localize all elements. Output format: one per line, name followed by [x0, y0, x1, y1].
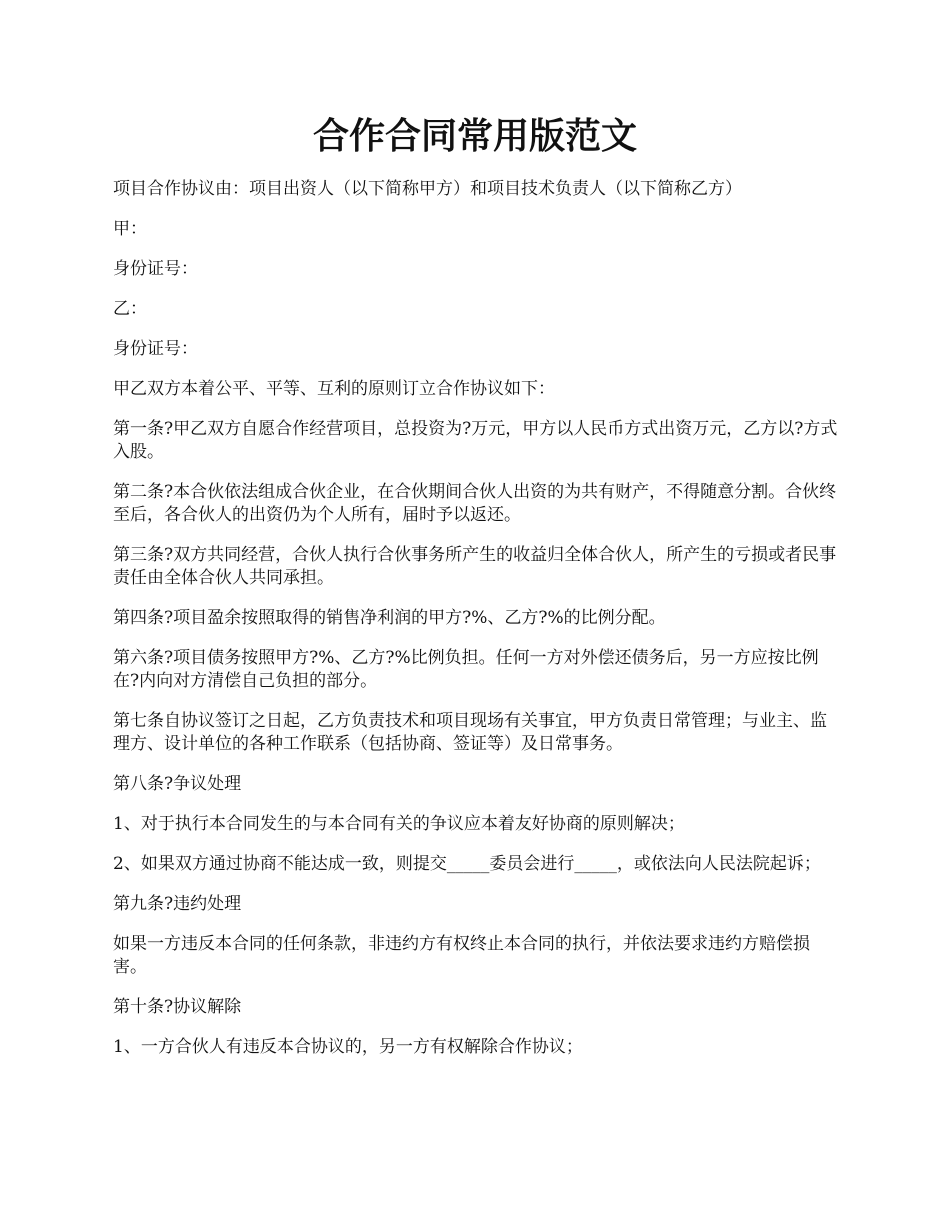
paragraph-article-1: 第一条?甲乙双方自愿合作经营项目，总投资为?万元，甲方以人民币方式出资万元，乙方以?方式入股。 — [113, 419, 838, 462]
paragraph-article-10-heading: 第十条?协议解除 — [113, 997, 242, 1017]
paragraph-article-3: 第三条?双方共同经营，合伙人执行合伙事务所产生的收益归全体合伙人，所产生的亏损或者民事责任由全体合伙人共同承担。 — [113, 545, 837, 588]
paragraph-party-b-id: 身份证号： — [113, 339, 198, 359]
paragraph-article-2: 第二条?本合伙依法组成合伙企业，在合伙期间合伙人出资的为共有财产，不得随意分割。合伙终至后，各合伙人的出资仍为个人所有，届时予以返还。 — [113, 482, 837, 525]
paragraph-article-7: 第七条自协议签订之日起，乙方负责技术和项目现场有关事宜，甲方负责日常管理；与业主、监理方、设计单位的各种工作联系（包括协商、签证等）及日常事务。 — [113, 711, 827, 754]
paragraph-party-b: 乙： — [113, 299, 147, 319]
paragraph-article-4: 第四条?项目盈余按照取得的销售净利润的甲方?%、乙方?%的比例分配。 — [113, 608, 666, 628]
paragraph-article-8-item-2: 2、如果双方通过协商不能达成一致，则提交_____委员会进行_____，或依法向人民法院起诉； — [113, 854, 821, 874]
paragraph-article-9-heading: 第九条?违约处理 — [113, 894, 242, 914]
document-body — [113, 178, 841, 1076]
paragraph-article-8-heading: 第八条?争议处理 — [113, 774, 242, 794]
paragraph-party-a: 甲： — [113, 219, 147, 239]
paragraph-principle: 甲乙双方本着公平、平等、互利的原则订立合作协议如下： — [113, 379, 555, 399]
paragraph-article-9-body: 如果一方违反本合同的任何条款，非违约方有权终止本合同的执行，并依法要求违约方赔偿损害。 — [113, 934, 810, 977]
paragraph-intro: 项目合作协议由：项目出资人（以下简称甲方）和项目技术负责人（以下简称乙方） — [113, 179, 742, 199]
paragraph-article-6: 第六条?项目债务按照甲方?%、乙方?%比例负担。任何一方对外偿还债务后，另一方应按比例在?内向对方清偿自己负担的部分。 — [113, 648, 819, 691]
document-title: 合作合同常用版范文 — [312, 115, 637, 157]
paragraph-article-8-item-1: 1、对于执行本合同发生的与本合同有关的争议应本着友好协商的原则解决； — [113, 814, 685, 834]
paragraph-party-a-id: 身份证号： — [113, 259, 198, 279]
paragraph-article-10-item-1: 1、一方合伙人有违反本合协议的，另一方有权解除合作协议； — [113, 1037, 583, 1057]
